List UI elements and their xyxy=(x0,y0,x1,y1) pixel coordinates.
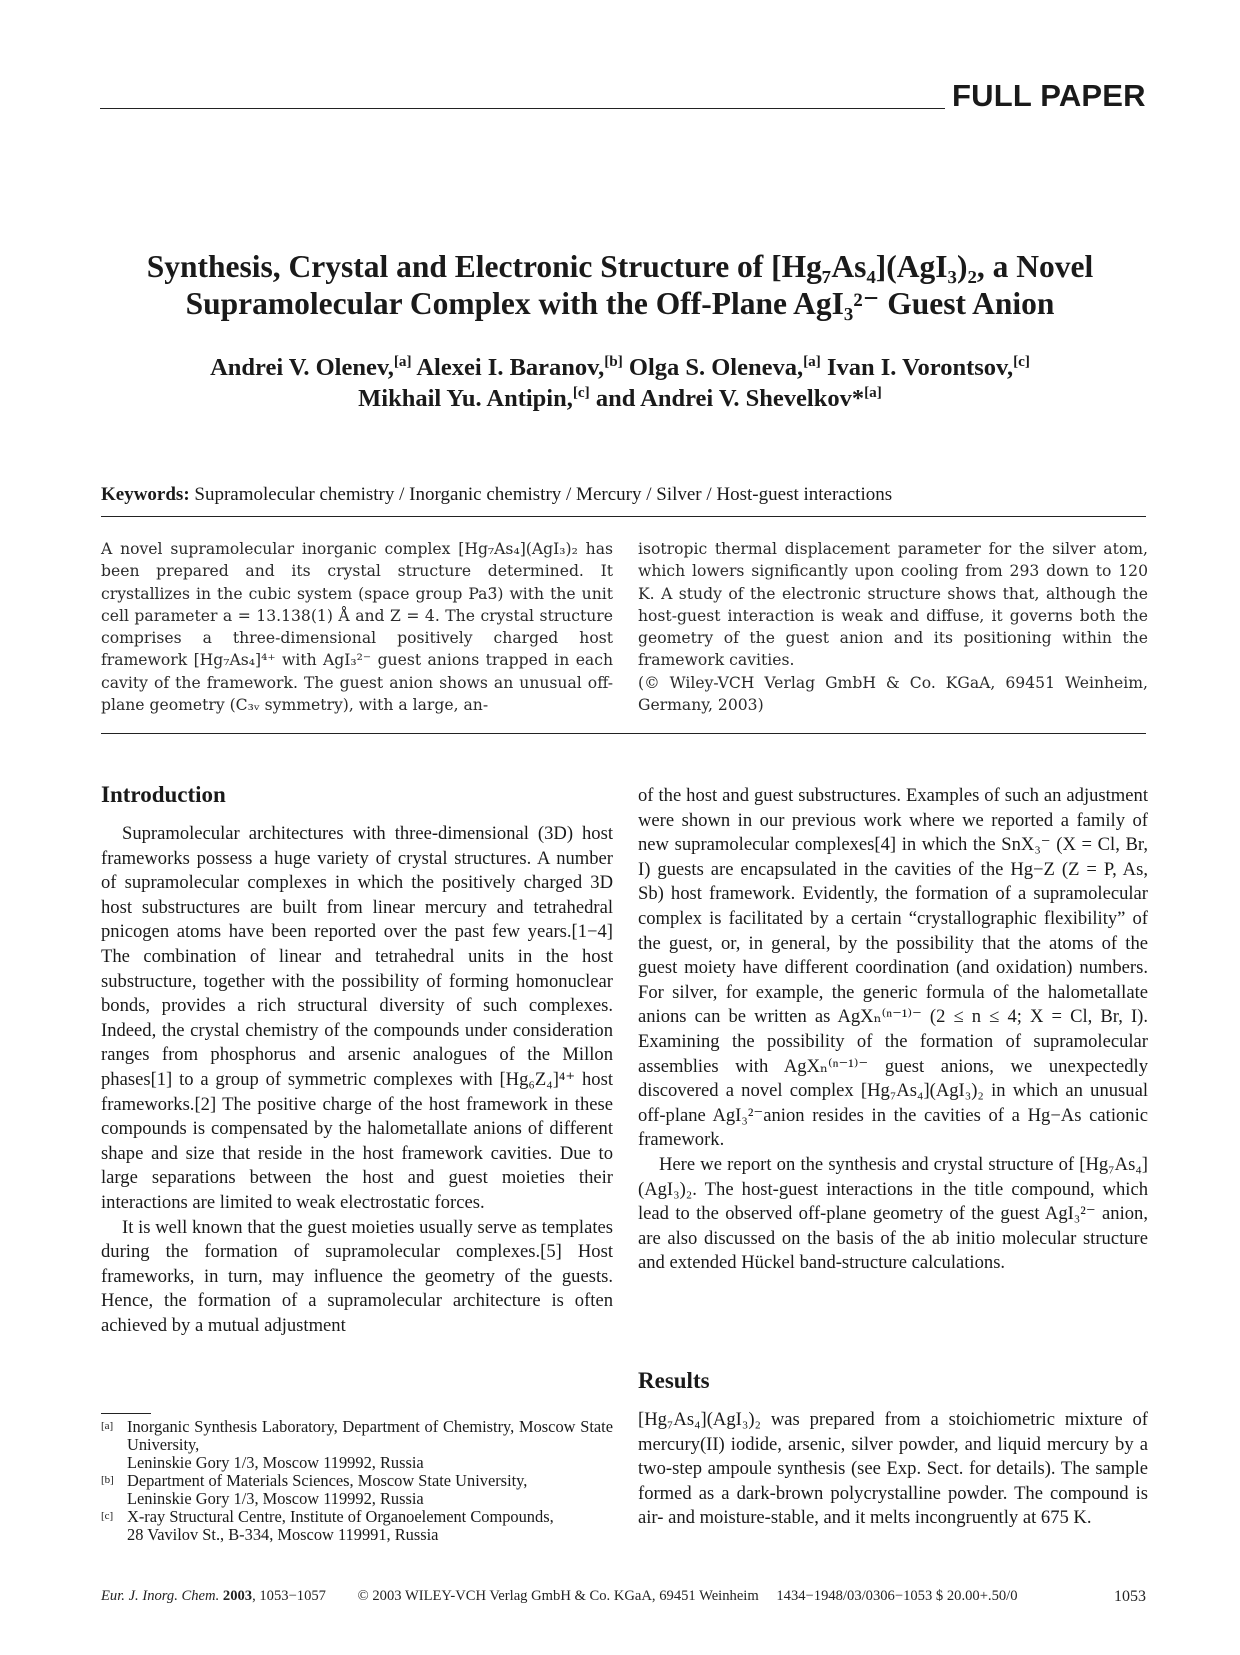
paragraph: Supramolecular architectures with three-dimensional (3D) host frameworks possess a huge variety of crystal structures. A number of supramolecular complexes in which the positively charged 3D host substructures are built from linear mercury and tetrahedral pnicogen atoms have been reported over the past few years.[1−4] The combination of linear and tetrahedral units in the host substructure, together with the possibility of forming homonuclear bonds, provides a rich structural diversity of such complexes. Indeed, the crystal chemistry of the compounds under consideration ranges from phosphorus and arsenic analogues of the Millon phases[1] to a group of symmetric complexes with [Hg₆Z₄]⁴⁺ host frameworks.[2] The positive charge of the host framework in these compounds is compensated by the halometallate anions of different shape and size that reside in the host framework cavities. Due to large separations between the host and guest moieties their interactions are limited to weak electrostatic forces. xyxy=(101,823,613,1213)
author-affiliation: [a] xyxy=(803,352,821,370)
footer-journal: Eur. J. Inorg. Chem. xyxy=(101,1588,220,1604)
footnote-rule xyxy=(101,1413,151,1414)
footnote-mark: [a] xyxy=(101,1420,114,1432)
footnote-line: Leninskie Gory 1/3, Moscow 119992, Russia xyxy=(127,1489,424,1508)
author-name: and Andrei V. Shevelkov* xyxy=(595,385,865,412)
introduction-heading: Introduction xyxy=(101,782,226,807)
footer-pages: 1053−1057 xyxy=(259,1588,326,1604)
introduction-left-column xyxy=(101,822,613,1338)
affiliation-footnotes xyxy=(101,1418,613,1544)
author-affiliation: [a] xyxy=(393,352,412,370)
abstract-left-column: A novel supramolecular inorganic complex [Hg₇As₄](AgI₃)₂ has been prepared and its crystal structure determined. It crystallizes in the cubic system (space group Pa3̄) with the unit cell parameter a = 13.138(1) Å and Z = 4. The crystal structure comprises a three-dimensional positively charged host framework [Hg₇As₄]⁴⁺ with AgI₃²⁻ guest anions trapped in each cavity of the framework. The guest anion shows an unusual off-plane geometry (C₃ᵥ symmetry), with a large, an- xyxy=(101,540,613,715)
author-list xyxy=(100,352,1140,414)
paragraph: [Hg₇As₄](AgI₃)₂ was prepared from a stoichiometric mixture of mercury(II) iodide, arsenic, silver powder, and liquid mercury by a two-step ampoule synthesis (see Exp. Sect. for details). The sample formed as a dark-brown polycrystalline powder. The compound is air- and moisture-stable, and it melts incongruently at 675 K. xyxy=(638,1409,1148,1529)
paragraph: of the host and guest substructures. Examples of such an adjustment were shown in our previous work where we reported a family of new supramolecular complexes[4] in which the SnX₃⁻ (X = Cl, Br, I) guests are encapsulated in the cavities of the Hg−Z (Z = P, As, Sb) host framework. Evidently, the formation of a supramolecular complex is facilitated by a certain “crystallographic flexibility” of the guest, or, in general, by the possibility that the atoms of the guest moiety have different coordination (and oxidation) numbers. For silver, for example, the generic formula of the halometallate anions can be written as AgXₙ⁽ⁿ⁻¹⁾⁻ (2 ≤ n ≤ 4; X = Cl, Br, I). Examining the possibility of the formation of supramolecular assemblies with AgXₙ⁽ⁿ⁻¹⁾⁻ guest anions, we unexpectedly discovered a novel complex [Hg₇As₄](AgI₃)₂ in which an unusual off-plane AgI₃²⁻anion resides in the cavities of a Hg−As cationic framework. xyxy=(638,785,1148,1151)
author-name: Olga S. Oleneva, xyxy=(628,354,804,381)
author-line-1 xyxy=(100,352,1140,383)
author-name: Mikhail Yu. Antipin, xyxy=(358,385,573,412)
footer-citation: Eur. J. Inorg. Chem. 2003, 1053−1057 xyxy=(101,1588,326,1604)
author-affiliation: [c] xyxy=(1013,352,1030,370)
author-name: Andrei V. Olenev, xyxy=(210,354,394,381)
paragraph: It is well known that the guest moieties usually serve as templates during the formation of supramolecular complexes.[5] Host frameworks, in turn, may influence the geometry of the guests. Hence, the formation of a supramolecular architecture is often achieved by a mutual adjustment xyxy=(101,1216,613,1336)
footnote xyxy=(101,1472,613,1508)
author-line-2 xyxy=(100,383,1140,414)
abstract-copyright: (© Wiley-VCH Verlag GmbH & Co. KGaA, 69451 Weinheim, Germany, 2003) xyxy=(638,673,1148,715)
paper-title xyxy=(100,248,1140,322)
page-number: 1053 xyxy=(1114,1588,1146,1605)
footer-issn: 1434−1948/03/0306−1053 $ 20.00+.50/0 xyxy=(776,1588,1018,1604)
abstract-text: isotropic thermal displacement parameter for the silver atom, which lowers significantly upon cooling from 293 down to 120 K. A study of the electronic structure shows that, although the host-guest interaction is weak and diffuse, it governs both the geometry of the guest anion and its positioning within the framework cavities. xyxy=(638,540,1148,670)
footnote-line: X-ray Structural Centre, Institute of Organoelement Compounds, xyxy=(127,1507,554,1526)
section-label: FULL PAPER xyxy=(952,78,1146,113)
footnote-line: Department of Materials Sciences, Moscow State University, xyxy=(127,1471,528,1490)
footnote-mark: [c] xyxy=(101,1510,114,1522)
paragraph: Here we report on the synthesis and crystal structure of [Hg₇As₄](AgI₃)₂. The host-guest interactions in the title compound, which lead to the observed off-plane geometry of the guest AgI₃²⁻ anion, are also discussed on the basis of the ab initio molecular structure and extended Hückel band-structure calculations. xyxy=(638,1153,1148,1274)
author-affiliation: [a] xyxy=(864,383,882,401)
footnote xyxy=(101,1418,613,1472)
title-line-1: Synthesis, Crystal and Electronic Structure of [Hg₇As₄](AgI₃)₂, a Novel xyxy=(146,249,1094,284)
abstract-right-column xyxy=(638,538,1148,716)
author-affiliation: [c] xyxy=(572,383,590,401)
results-column xyxy=(638,1408,1148,1531)
footnote xyxy=(101,1508,613,1544)
keywords-label: Keywords: xyxy=(101,484,190,505)
abstract-rule xyxy=(101,733,1146,734)
keywords-text: Supramolecular chemistry / Inorganic chemistry / Mercury / Silver / Host-guest interactions xyxy=(194,484,893,505)
footnote-line: Inorganic Synthesis Laboratory, Department of Chemistry, Moscow State University, xyxy=(127,1417,613,1454)
results-heading: Results xyxy=(638,1368,710,1393)
footnote-line: Leninskie Gory 1/3, Moscow 119992, Russia xyxy=(127,1453,424,1472)
keywords xyxy=(101,484,892,506)
page-footer xyxy=(101,1588,1146,1605)
footnote-line: 28 Vavilov St., B-334, Moscow 119991, Russia xyxy=(127,1525,439,1544)
header-rule xyxy=(100,108,945,109)
title-line-2: Supramolecular Complex with the Off-Plane AgI₃²⁻ Guest Anion xyxy=(185,286,1055,321)
author-name: Ivan I. Vorontsov, xyxy=(826,354,1014,381)
introduction-right-column xyxy=(638,784,1148,1276)
footer-year: 2003 xyxy=(222,1588,253,1604)
footer-copyright: © 2003 WILEY-VCH Verlag GmbH & Co. KGaA, 69451 Weinheim xyxy=(357,1588,759,1604)
author-name: Alexei I. Baranov, xyxy=(416,354,605,381)
keywords-rule xyxy=(101,516,1146,517)
footnote-mark: [b] xyxy=(101,1474,114,1486)
author-affiliation: [b] xyxy=(604,352,623,370)
